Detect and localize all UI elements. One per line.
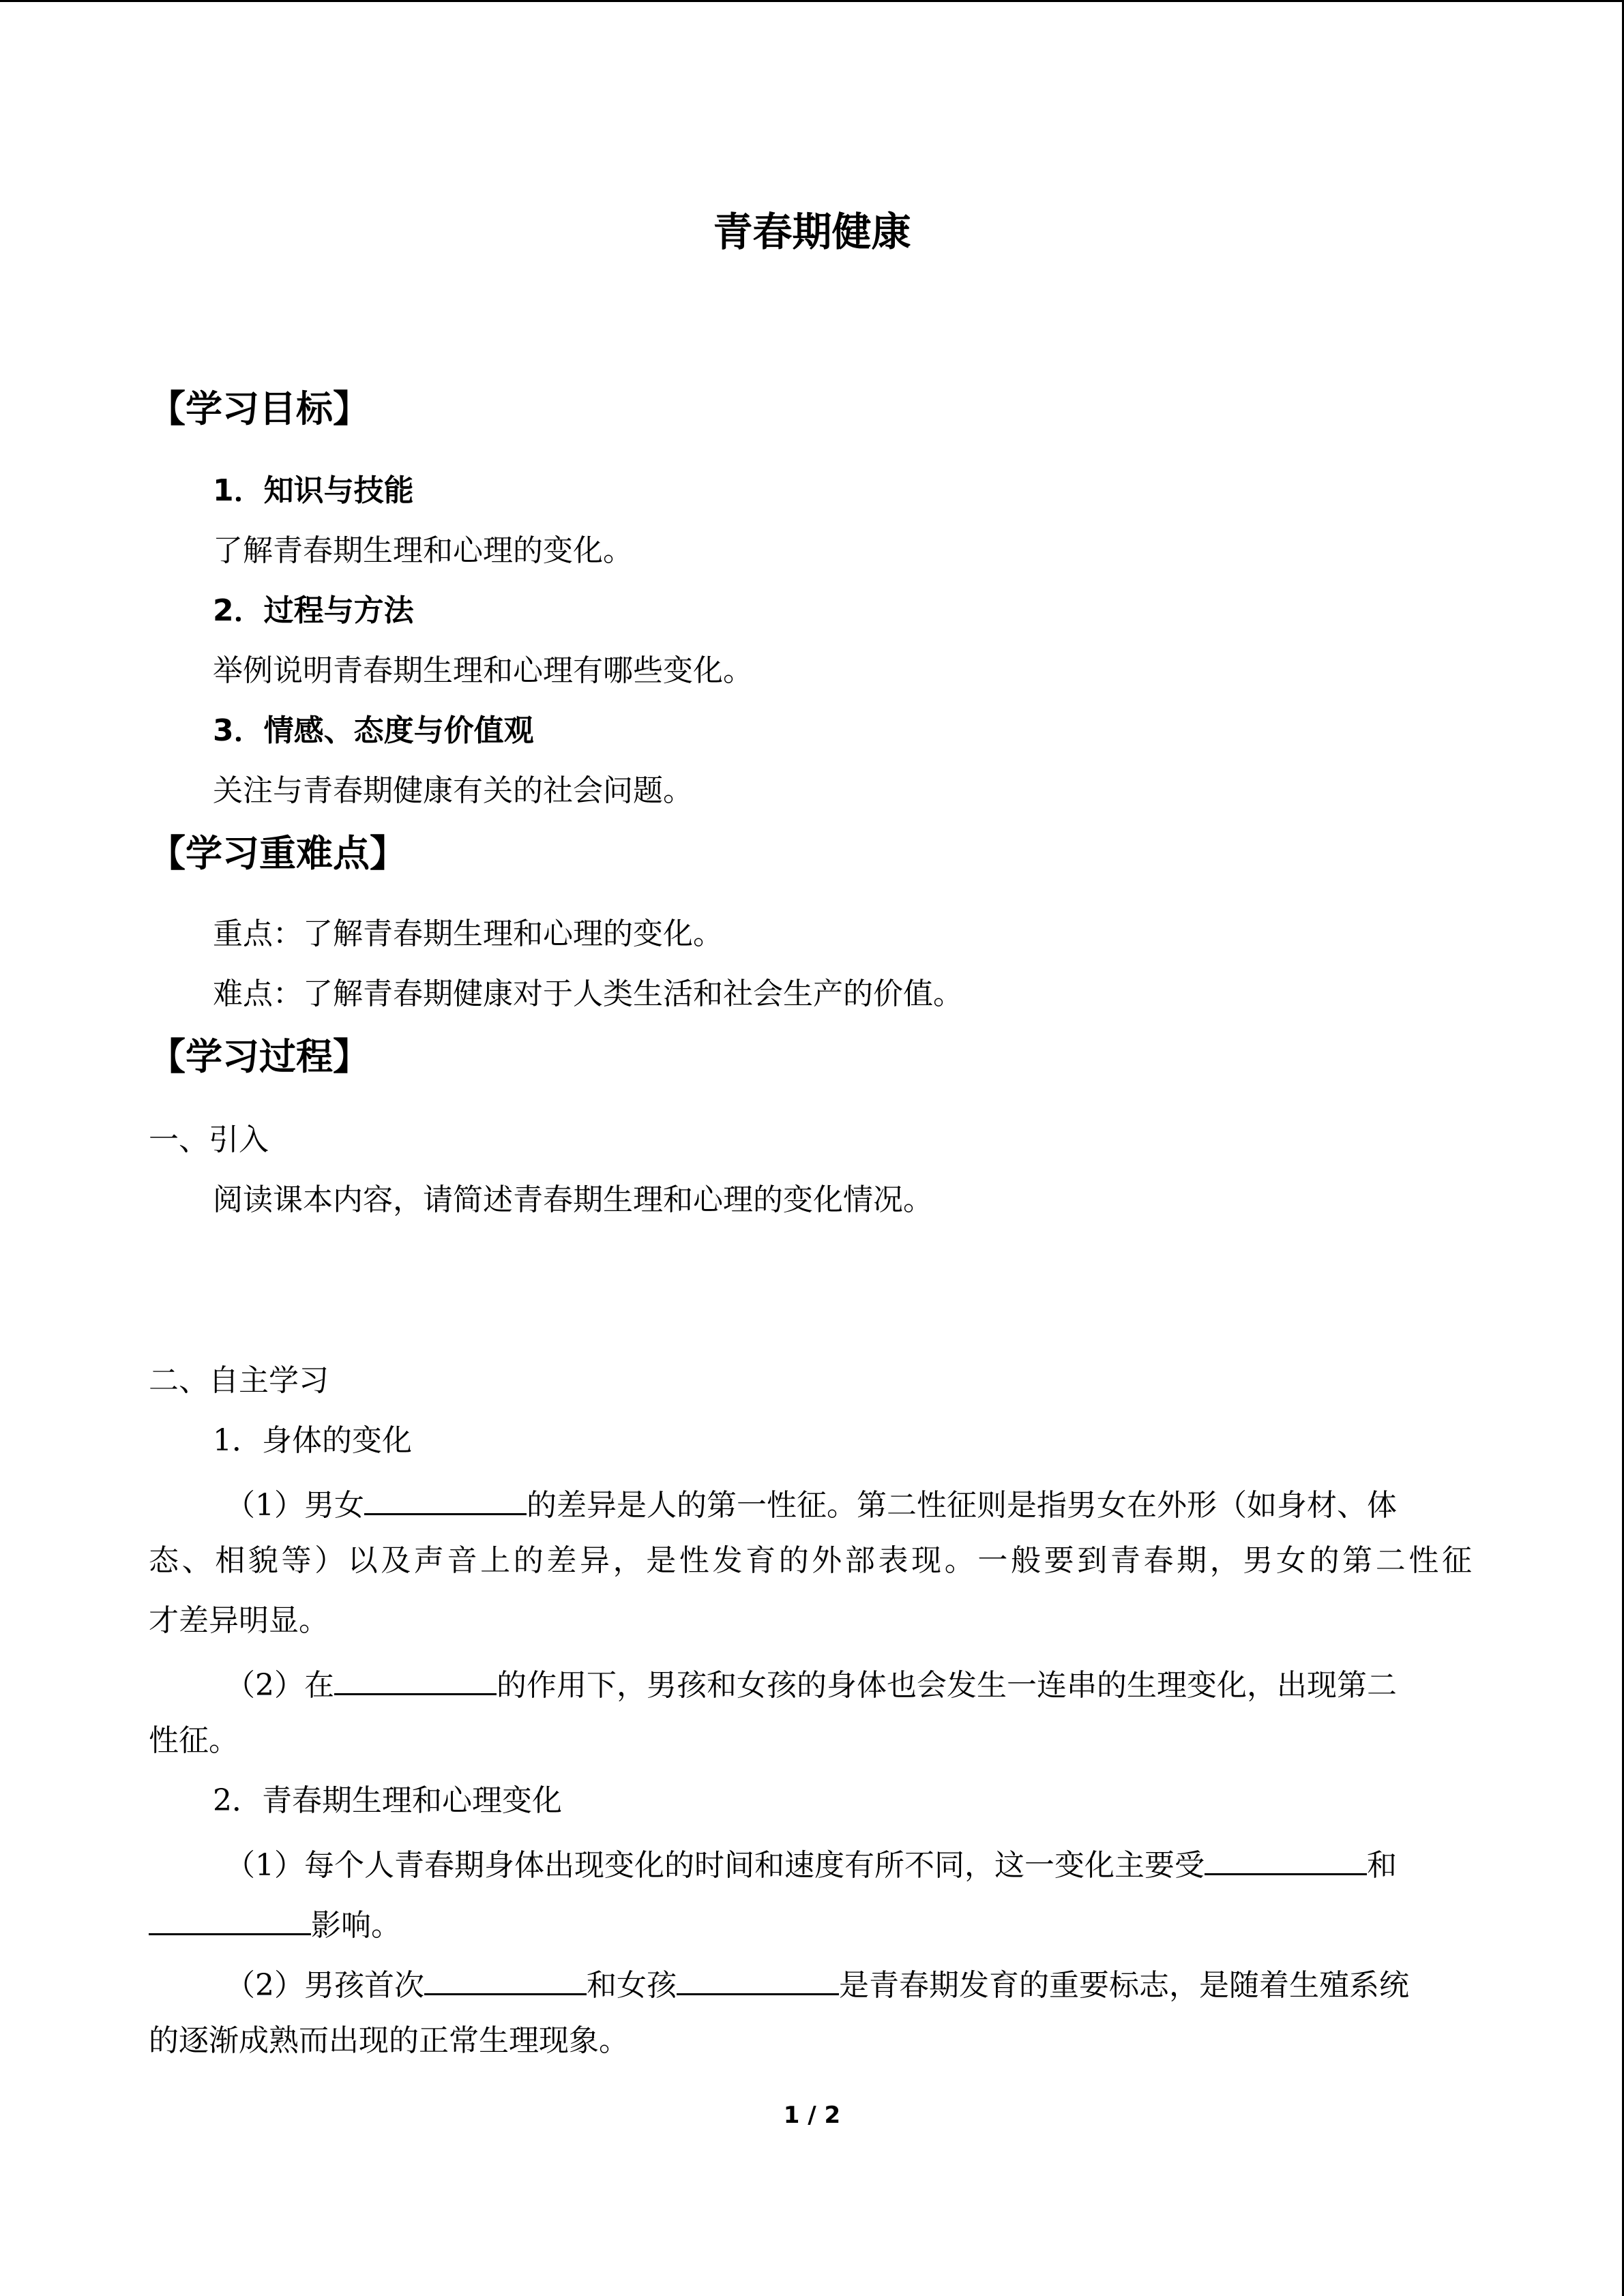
goal-1-text: 了解青春期生理和心理的变化。 (213, 533, 633, 568)
question-1-2-line-2: 性征。 (149, 1723, 239, 1758)
goal-2-text: 举例说明青春期生理和心理有哪些变化。 (213, 653, 753, 688)
question-2-2-line-2: 的逐渐成熟而出现的正常生理现象。 (149, 2023, 629, 2058)
question-1-2-prefix: （2）在 (225, 1668, 334, 1703)
fill-blank[interactable] (677, 1960, 839, 1995)
question-2-1-line-2 (149, 1900, 401, 1946)
question-2-1-suffix: 和 (1367, 1848, 1397, 1883)
intro-text: 阅读课本内容，请简述青春期生理和心理的变化情况。 (213, 1182, 933, 1217)
intro-heading: 一、引入 (149, 1122, 269, 1157)
body-change-heading: 1．身体的变化 (213, 1423, 412, 1458)
question-1-1-suffix: 的差异是人的第一性征。第二性征则是指男女在外形（如身材、体 (527, 1488, 1397, 1523)
goal-3-text: 关注与青春期健康有关的社会问题。 (213, 773, 693, 808)
question-2-2-prefix: （2）男孩首次 (225, 1968, 424, 2003)
question-2-2-middle: 和女孩 (587, 1968, 677, 2003)
fill-blank[interactable] (334, 1660, 497, 1695)
fill-blank[interactable] (1205, 1840, 1367, 1875)
question-1-1-line-1 (225, 1480, 1397, 1526)
goal-1-title: 1．知识与技能 (213, 473, 414, 508)
goal-2-title: 2．过程与方法 (213, 593, 414, 628)
difficult-point-text: 难点：了解青春期健康对于人类生活和社会生产的价值。 (213, 976, 963, 1011)
question-1-1-line-2: 态、相貌等）以及声音上的差异，是性发育的外部表现。一般要到青春期，男女的第二性征 (149, 1543, 1472, 1578)
question-2-1-line-2-text: 影响。 (311, 1908, 401, 1943)
question-1-1-prefix: （1）男女 (225, 1488, 364, 1523)
question-1-1-line-3: 才差异明显。 (149, 1603, 329, 1638)
page-number: 1 / 2 (783, 2102, 841, 2129)
self-study-heading: 二、自主学习 (149, 1363, 329, 1398)
question-2-2-line-1 (225, 1960, 1409, 2006)
section-heading-process: 【学习过程】 (149, 1035, 370, 1078)
question-1-2-suffix: 的作用下，男孩和女孩的身体也会发生一连串的生理变化，出现第二 (497, 1668, 1397, 1703)
question-2-1-prefix: （1）每个人青春期身体出现变化的时间和速度有所不同，这一变化主要受 (225, 1848, 1205, 1883)
fill-blank[interactable] (424, 1960, 587, 1995)
question-2-1-line-1 (225, 1840, 1397, 1886)
document-title: 青春期健康 (713, 209, 911, 255)
section-heading-key-points: 【学习重难点】 (149, 832, 407, 875)
fill-blank[interactable] (149, 1900, 311, 1935)
question-1-2-line-1 (225, 1660, 1397, 1706)
section-heading-goals: 【学习目标】 (149, 387, 370, 430)
question-2-2-suffix: 是青春期发育的重要标志，是随着生殖系统 (839, 1968, 1409, 2003)
puberty-change-heading: 2．青春期生理和心理变化 (213, 1783, 562, 1818)
goal-3-title: 3．情感、态度与价值观 (213, 713, 534, 748)
key-point-text: 重点：了解青春期生理和心理的变化。 (213, 916, 723, 951)
fill-blank[interactable] (364, 1480, 527, 1515)
